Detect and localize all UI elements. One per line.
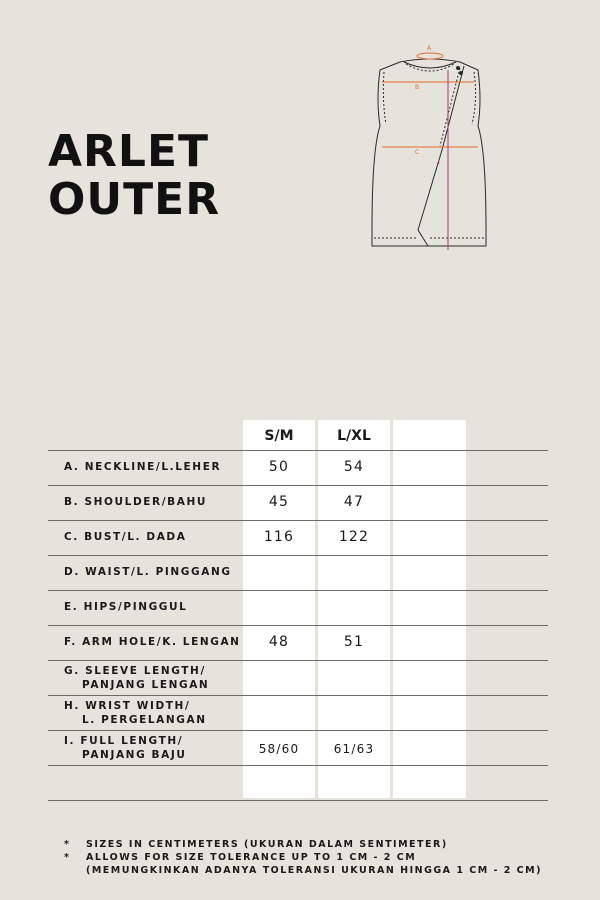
table-divider [48,660,548,661]
note-2 [64,851,542,864]
cell-sm: 58/60 [258,742,300,756]
row-label-line-1: E. HIPS/PINGGUL [64,601,188,613]
row-label [64,495,207,509]
row-label-line-2: PANJANG LENGAN [82,679,210,691]
cell-lxl: 51 [343,634,365,650]
table-divider [48,695,548,696]
table-divider [48,555,548,556]
table-divider [48,520,548,521]
cell-lxl: 61/63 [333,742,375,756]
row-label [64,699,207,727]
row-label-line-2: PANJANG BAJU [82,749,187,761]
note-bullet: * [64,839,71,850]
note-1 [64,838,542,851]
title-line-2: OUTER [48,174,221,225]
row-label [64,635,241,649]
table-divider [48,730,548,731]
note-3-text: (MEMUNGKINKAN ADANYA TOLERANSI UKURAN HINGGA 1 CM - 2 CM) [86,865,542,876]
title-line-1: ARLET [48,126,210,177]
row-label [64,565,232,579]
row-label-line-1: A. NECKLINE/L.LEHER [64,461,222,473]
note-3 [64,864,542,877]
table-divider [48,590,548,591]
cell-sm: 45 [268,494,290,510]
row-label [64,664,209,692]
size-notes [64,838,542,877]
row-label-line-1: G. SLEEVE LENGTH/ [64,665,206,677]
row-label-line-1: D. WAIST/L. PINGGANG [64,566,232,578]
garment-sketch-illustration [360,40,500,260]
row-label [64,460,221,474]
sketch-label-i: I [438,159,440,166]
column-blank-background [393,420,466,798]
sketch-label-b: B [415,84,420,91]
sketch-label-a: A [427,45,432,52]
cell-lxl: 47 [343,494,365,510]
product-title [48,128,220,224]
note-1-text: SIZES IN CENTIMETERS (UKURAN DALAM SENTIMETER) [86,839,448,850]
table-divider [48,800,548,801]
size-chart-table [48,420,548,800]
note-2-text: ALLOWS FOR SIZE TOLERANCE UP TO 1 CM - 2 CM [86,852,417,863]
sketch-label-c: C [415,149,420,156]
row-label-line-2: L. PERGELANGAN [82,714,207,726]
row-label-line-1: I. FULL LENGTH/ [64,735,184,747]
table-divider [48,450,548,451]
table-divider [48,625,548,626]
header-lxl: L/XL [337,428,371,444]
row-label-line-1: H. WRIST WIDTH/ [64,700,191,712]
row-label-line-1: F. ARM HOLE/K. LENGAN [64,636,241,648]
row-label [64,600,187,614]
cell-lxl: 122 [338,529,370,545]
row-label-line-1: B. SHOULDER/BAHU [64,496,207,508]
header-sm: S/M [264,428,294,444]
table-divider [48,485,548,486]
table-divider [48,765,548,766]
cell-lxl: 54 [343,459,365,475]
cell-sm: 48 [268,634,290,650]
row-label [64,530,186,544]
row-label [64,734,187,762]
cell-sm: 50 [268,459,290,475]
row-label-line-1: C. BUST/L. DADA [64,531,187,543]
cell-sm: 116 [263,529,295,545]
note-bullet: * [64,852,71,863]
